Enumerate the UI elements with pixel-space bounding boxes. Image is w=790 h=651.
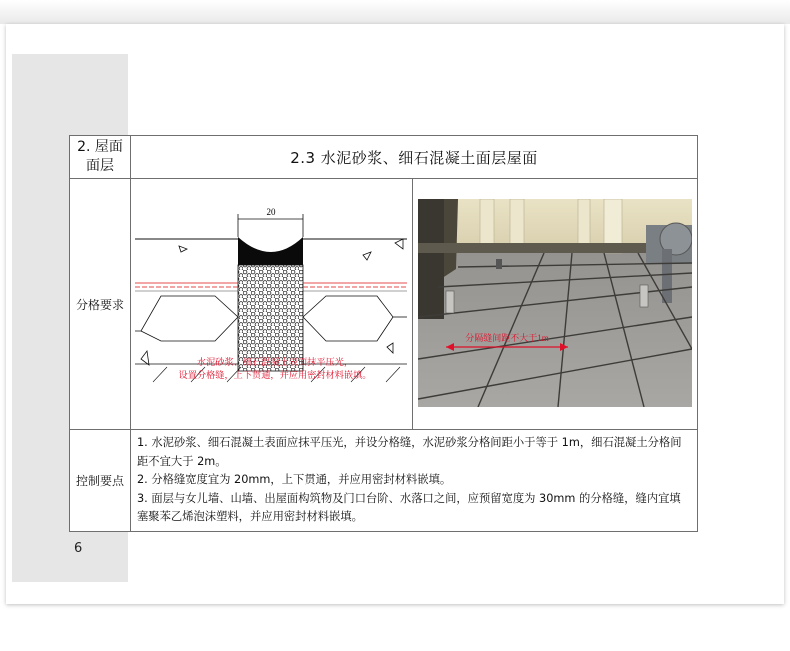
- joint-diagram-cell: [131, 179, 413, 430]
- roof-photo: [418, 199, 692, 407]
- section-sub: 面层: [86, 158, 114, 174]
- page-top-shadow: [0, 0, 790, 24]
- division-row: [70, 179, 698, 430]
- control-point-3: 3. 面层与女儿墙、山墙、出屋面构筑物及门口台阶、水落口之间，应预留宽度为 30mm 的分格缝，缝内宜填塞聚苯乙烯泡沫塑料，并应用密封材料嵌填。: [137, 491, 681, 523]
- diagram-caption-line2: 设置分格缝，上下贯通，并应用密封材料嵌填。: [178, 370, 372, 380]
- control-row: [70, 430, 698, 532]
- header-row: [70, 136, 698, 179]
- joint-section-diagram: [131, 179, 413, 429]
- page-number: 6: [74, 541, 83, 556]
- control-label: 控制要点: [70, 430, 131, 532]
- section-title: 2.3 水泥砂浆、细石混凝土面层屋面: [131, 136, 698, 179]
- photo-annotation: 分隔缝间距不大于1m: [465, 333, 549, 343]
- control-point-2: 2. 分格缝宽度宜为 20mm，上下贯通，并应用密封材料嵌填。: [137, 473, 452, 486]
- roof-photo-cell: [413, 179, 698, 430]
- division-label: 分格要求: [70, 179, 131, 430]
- section-number-cell: [70, 136, 131, 179]
- dimension-label: 20: [266, 207, 276, 217]
- control-points-cell: [131, 430, 698, 532]
- control-point-1: 1. 水泥砂浆、细石混凝土表面应抹平压光，并设分格缝，水泥砂浆分格间距小于等于 1m，细石混凝土分格间距不宜大于 2m。: [137, 436, 682, 468]
- specification-table: [69, 135, 698, 532]
- section-number: 2. 屋面: [77, 139, 123, 155]
- diagram-caption-line1: 水泥砂浆、细石混凝土表面抹平压光，: [196, 357, 354, 367]
